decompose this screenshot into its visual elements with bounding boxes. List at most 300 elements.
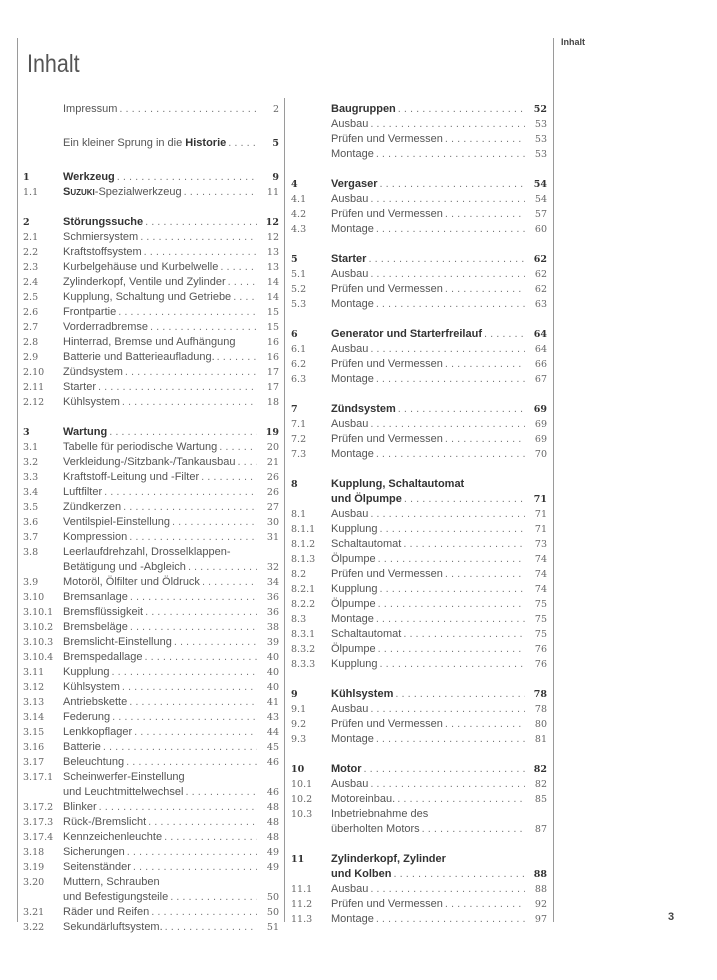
page-ref: 17 [266,367,279,378]
toc-entry[interactable] [23,560,279,575]
page-ref: 43 [266,712,279,723]
toc-entry[interactable] [291,882,547,897]
section-number: 3.16 [23,742,45,753]
page-ref: 15 [266,307,279,318]
page-ref: 50 [266,907,279,918]
section-number: 7.3 [291,449,307,460]
toc-entry[interactable] [23,785,279,800]
dot-leader [123,365,257,380]
dot-leader [368,417,525,432]
toc-entry[interactable] [291,717,547,732]
section-number: 9 [291,689,298,700]
section-number: 1 [23,172,30,183]
dot-leader [127,695,257,710]
toc-entry[interactable] [23,635,279,650]
page-ref: 48 [266,817,279,828]
page-number: 3 [668,911,675,923]
section-spacer [291,837,547,852]
toc-entry[interactable] [291,147,547,162]
dot-leader [443,132,525,147]
section-number: 5.2 [291,284,307,295]
toc-entry[interactable] [291,912,547,927]
toc-chapter-entry[interactable] [291,327,547,342]
entry-title: Motor [331,763,362,775]
toc-entry[interactable] [291,597,547,612]
toc-entry[interactable] [23,845,279,860]
toc-entry[interactable] [23,485,279,500]
toc-entry[interactable] [23,665,279,680]
entry-title: Kupplung [331,583,378,595]
page-ref: 66 [534,359,547,370]
entry-title-wrap [63,545,257,560]
entry-title-wrap [63,455,257,470]
page-ref: 49 [266,847,279,858]
toc-entry[interactable] [23,590,279,605]
toc-entry[interactable] [291,537,547,552]
toc-entry[interactable] [291,447,547,462]
section-number: 3.9 [23,577,39,588]
page-ref: 88 [534,884,547,895]
page-ref: 80 [534,719,547,730]
toc-entry[interactable] [23,725,279,740]
toc-entry[interactable] [23,320,279,335]
dot-leader [396,402,525,417]
toc-entry[interactable] [23,440,279,455]
toc-entry[interactable] [23,650,279,665]
section-number: 2.4 [23,277,39,288]
toc-column-left [23,102,279,935]
page-ref: 20 [266,442,279,453]
toc-entry[interactable] [291,612,547,627]
entry-title: Kühlsystem [331,688,394,700]
entry-title: und Kolben [331,868,392,880]
toc-entry[interactable] [23,500,279,515]
dot-leader [393,687,525,702]
section-number: 3.10.4 [23,652,54,663]
page-ref: 16 [266,352,279,363]
page-ref: 63 [534,299,547,310]
toc-entry[interactable] [291,222,547,237]
section-number: 2.5 [23,292,39,303]
entry-title: Ölpumpe [331,598,376,610]
entry-title-wrap [63,620,257,635]
dot-leader [374,222,525,237]
section-number: 3.10.1 [23,607,54,618]
brand-name: Suzuki [63,186,95,198]
toc-chapter-entry[interactable] [291,762,547,777]
dot-leader [374,912,525,927]
section-number: 2.3 [23,262,39,273]
toc-chapter-entry[interactable] [291,492,547,507]
left-margin-rule [17,38,18,922]
dot-leader [172,635,257,650]
section-number: 3.4 [23,487,39,498]
toc-entry[interactable] [291,282,547,297]
toc-entry[interactable] [291,522,547,537]
entry-title-wrap [331,192,525,207]
section-number: 3.22 [23,922,45,933]
toc-entry[interactable] [291,582,547,597]
dot-leader [231,545,257,560]
toc-entry[interactable] [291,192,547,207]
toc-entry[interactable] [23,800,279,815]
dot-leader [374,447,525,462]
toc-chapter-entry[interactable] [291,477,547,492]
toc-entry[interactable] [291,792,547,807]
entry-title-wrap [63,560,257,575]
toc-entry[interactable] [23,695,279,710]
section-spacer [291,672,547,687]
toc-entry[interactable] [23,395,279,410]
entry-title: Scheinwerfer-Einstellung [63,771,185,783]
section-number: 8.2.2 [291,599,316,610]
toc-chapter-entry[interactable] [291,102,547,117]
toc-entry[interactable] [23,380,279,395]
page-ref: 53 [534,119,547,130]
entry-title-wrap [331,222,525,237]
section-number: 3.10 [23,592,45,603]
entry-title: Schmiersystem [63,231,139,243]
dot-leader [102,485,257,500]
dot-leader [107,425,257,440]
dot-leader [215,350,257,365]
page-ref: 60 [534,224,547,235]
toc-entry[interactable] [291,207,547,222]
toc-entry[interactable] [291,267,547,282]
section-number: 6.1 [291,344,307,355]
toc-entry[interactable] [23,575,279,590]
toc-entry[interactable] [23,890,279,905]
section-number: 8.2 [291,569,307,580]
entry-title-wrap [63,320,257,335]
dot-leader [183,785,257,800]
toc-entry[interactable] [23,350,279,365]
page-ref: 57 [534,209,547,220]
entry-title: Antriebskette [63,696,128,708]
toc-entry[interactable] [23,305,279,320]
page-ref: 21 [266,457,279,468]
entry-title-wrap [63,725,257,740]
toc-entry[interactable] [23,830,279,845]
dot-leader [443,717,525,732]
entry-title-wrap [331,477,525,492]
toc-chapter-entry[interactable] [291,867,547,882]
entry-title-wrap [331,582,525,597]
entry-title-wrap [63,136,257,151]
entry-title-wrap [63,215,257,230]
page-ref: 71 [534,524,547,535]
dot-leader [117,102,257,117]
section-number: 10.1 [291,779,313,790]
entry-title-wrap [63,815,257,830]
dot-leader [368,267,525,282]
section-number: 2.2 [23,247,39,258]
page-ref: 40 [266,652,279,663]
section-number: 9.3 [291,734,307,745]
toc-entry[interactable] [23,620,279,635]
entry-title-wrap [63,800,257,815]
section-number: 4 [291,179,298,190]
section-number: 3.17 [23,757,45,768]
toc-entry[interactable] [23,710,279,725]
entry-title-wrap [331,702,525,717]
page-title: Inhalt [27,49,80,78]
dot-leader [443,897,525,912]
entry-title: Kurbelgehäuse und Kurbelwelle [63,261,219,273]
page-ref: 81 [534,734,547,745]
entry-title: Kupplung [331,658,378,670]
entry-title: Kühlsystem [63,681,120,693]
toc-entry[interactable] [23,875,279,890]
entry-title-wrap [63,665,257,680]
section-spacer [291,747,547,762]
page-ref: 78 [533,689,547,700]
toc-entry[interactable] [23,740,279,755]
section-number: 3.10.2 [23,622,54,633]
toc-entry[interactable] [291,642,547,657]
page-ref: 64 [533,329,547,340]
entry-title-wrap [63,860,257,875]
toc-chapter-entry[interactable] [291,177,547,192]
dot-leader [428,807,525,822]
section-number: 2.8 [23,337,39,348]
entry-title-wrap [63,650,257,665]
dot-leader [160,875,257,890]
toc-entry[interactable] [23,815,279,830]
toc-entry[interactable] [23,905,279,920]
entry-title-wrap [63,485,257,500]
toc-entry[interactable] [23,680,279,695]
dot-leader [143,215,257,230]
section-number: 2.12 [23,397,45,408]
section-spacer [23,410,279,425]
dot-leader [97,800,257,815]
dot-leader [125,845,257,860]
toc-entry[interactable] [23,515,279,530]
dot-leader [376,642,525,657]
toc-entry[interactable] [23,545,279,560]
dot-leader [396,102,525,117]
page-ref: 92 [534,899,547,910]
page-ref: 48 [266,802,279,813]
page-ref: 78 [534,704,547,715]
page-ref: 27 [266,502,279,513]
entry-title-wrap [331,897,525,912]
section-number: 3.15 [23,727,45,738]
page-ref: 36 [266,592,279,603]
toc-entry[interactable] [291,807,547,822]
toc-entry[interactable] [23,230,279,245]
section-number: 11.2 [291,899,313,910]
section-spacer [291,237,547,252]
toc-entry[interactable] [291,822,547,837]
entry-title-wrap [331,912,525,927]
page-ref: 85 [534,794,547,805]
toc-chapter-entry[interactable] [23,425,279,440]
toc-entry[interactable] [291,657,547,672]
section-spacer [291,387,547,402]
toc-entry[interactable] [23,245,279,260]
dot-leader [443,432,525,447]
toc-entry[interactable] [23,530,279,545]
section-number: 6 [291,329,298,340]
entry-title-wrap [331,282,525,297]
toc-column-right [291,102,547,927]
toc-entry[interactable] [23,755,279,770]
toc-entry[interactable] [291,342,547,357]
entry-title-wrap [331,132,525,147]
page-ref: 30 [266,517,279,528]
entry-title-wrap [331,372,525,387]
toc-entry[interactable] [291,132,547,147]
dot-leader [378,657,526,672]
entry-title: Sicherungen [63,846,125,858]
entry-title: Muttern, Schrauben [63,876,160,888]
entry-title-wrap [63,185,257,200]
section-number: 8 [291,479,298,490]
toc-chapter-entry[interactable] [291,252,547,267]
section-number: 2.10 [23,367,45,378]
dot-leader [170,515,257,530]
dot-leader [376,552,525,567]
page-ref: 46 [266,787,279,798]
toc-entry[interactable] [23,455,279,470]
dot-leader [128,620,257,635]
toc-entry[interactable] [291,552,547,567]
page-ref: 2 [272,104,279,115]
toc-entry[interactable] [291,897,547,912]
page-ref: 13 [266,247,279,258]
toc-entry[interactable] [23,860,279,875]
page-ref: 34 [266,577,279,588]
dot-leader [392,867,526,882]
entry-title-wrap [63,530,257,545]
entry-title: Baugruppen [331,103,396,115]
toc-entry[interactable] [291,417,547,432]
page-ref: 76 [534,644,547,655]
toc-entry[interactable] [291,357,547,372]
section-number: 3.19 [23,862,45,873]
entry-title: Wartung [63,426,108,438]
section-spacer [291,162,547,177]
dot-leader [378,522,526,537]
toc-entry[interactable] [291,567,547,582]
toc-entry[interactable] [291,777,547,792]
dot-leader [443,357,525,372]
page-ref: 40 [266,682,279,693]
toc-entry[interactable] [291,117,547,132]
section-number: 8.1.3 [291,554,316,565]
entry-title-wrap [63,905,257,920]
dot-leader [186,560,257,575]
page-ref: 54 [534,194,547,205]
dot-leader [163,920,257,935]
toc-entry[interactable] [291,702,547,717]
entry-title: Zündkerzen [63,501,122,513]
toc-chapter-entry[interactable] [23,215,279,230]
toc-entry[interactable] [291,432,547,447]
page-ref: 16 [266,337,279,348]
section-number: 3.11 [23,667,45,678]
section-spacer [23,117,279,136]
page-ref: 52 [533,104,547,115]
toc-entry[interactable] [23,920,279,935]
toc-entry[interactable] [23,605,279,620]
toc-entry[interactable] [291,627,547,642]
section-number: 3.20 [23,877,45,888]
page-ref: 51 [266,922,279,933]
toc-chapter-entry[interactable] [23,170,279,185]
section-number: 6.2 [291,359,307,370]
toc-entry[interactable] [291,507,547,522]
section-number: 11.3 [291,914,313,925]
toc-chapter-entry[interactable] [291,852,547,867]
section-number: 8.1 [291,509,307,520]
entry-title: Bremsbeläge [63,621,128,633]
toc-entry[interactable] [23,365,279,380]
toc-entry[interactable] [23,260,279,275]
toc-chapter-entry[interactable] [291,687,547,702]
page-ref: 40 [266,667,279,678]
toc-entry[interactable] [23,102,279,117]
entry-title: Lenkkopflager [63,726,133,738]
section-number: 7.2 [291,434,307,445]
dot-leader [395,792,525,807]
section-number: 7 [291,404,298,415]
section-number: 3.21 [23,907,45,918]
dot-leader [148,320,257,335]
toc-entry[interactable] [23,290,279,305]
dot-leader [127,530,257,545]
section-number: 3.7 [23,532,39,543]
section-number: 3 [23,427,30,438]
entry-title: Montage [331,613,374,625]
section-number: 8.1.1 [291,524,316,535]
toc-entry[interactable] [23,136,279,151]
entry-title: Montage [331,733,374,745]
toc-entry[interactable] [23,470,279,485]
entry-title: Montage [331,373,374,385]
page-ref: 76 [534,659,547,670]
entry-title-wrap [331,627,525,642]
entry-title: und Befestigungsteile [63,891,169,903]
entry-title-wrap [331,717,525,732]
toc-entry[interactable] [23,770,279,785]
dot-leader [217,440,257,455]
toc-entry[interactable] [23,275,279,290]
entry-title: Hinterrad, Bremse und Aufhängung [63,336,236,348]
toc-entry[interactable] [291,372,547,387]
entry-title-wrap [63,875,257,890]
toc-entry[interactable] [23,335,279,350]
entry-title-wrap [63,740,257,755]
entry-title: Ausbau [331,778,369,790]
toc-entry[interactable] [291,297,547,312]
dot-leader [185,770,257,785]
toc-entry[interactable] [23,185,279,200]
entry-title-wrap [63,230,257,245]
entry-title: Zündsystem [331,403,396,415]
toc-chapter-entry[interactable] [291,402,547,417]
entry-title-wrap [63,245,257,260]
toc-entry[interactable] [291,732,547,747]
section-number: 4.1 [291,194,307,205]
entry-title: Batterie [63,741,101,753]
dot-leader [120,680,257,695]
entry-title-wrap [63,305,257,320]
page-ref: 12 [265,217,279,228]
page-ref: 74 [534,554,547,565]
